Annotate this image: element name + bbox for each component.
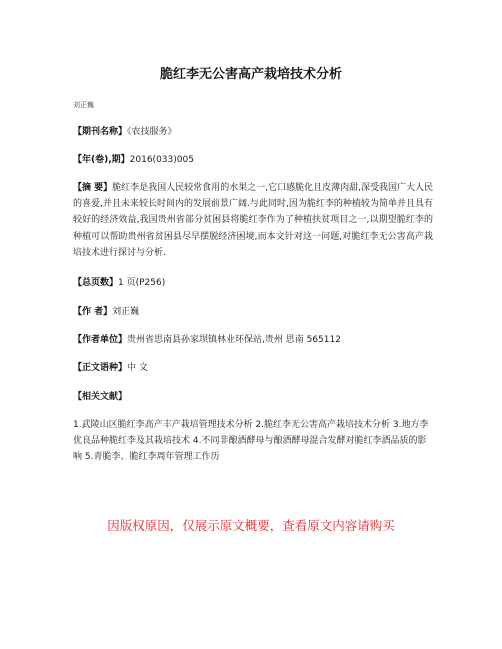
abstract-label: 【摘 要】 [73,183,113,193]
page-count-field [73,275,433,291]
journal-label: 【期刊名称】 [73,127,128,137]
language-label: 【正文语种】 [73,363,128,373]
authors-label: 【作 者】 [73,307,113,317]
journal-value: 《农技服务》 [127,127,177,137]
year-issue-field [73,152,433,168]
affiliation-label: 【作者单位】 [73,335,128,345]
related-list: 1.武陵山区脆红李高产丰产栽培管理技术分析 2.脆红李无公害高产栽培技术分析 3.地方李优良品种脆红李及其栽培技术 4.不同非酿酒酵母与酿酒酵母混合发酵对脆红李酒品质的影响 5.青脆李、脆红李周年管理工作历 [73,420,429,463]
abstract-text: 脆红李是我国人民较常食用的水果之一,它口感脆化且皮薄肉甜,深受我国广大人民的喜爱,并且未来较长时间内的发展前景广阔.与此同时,因为脆红李的种植较为简单并且具有较好的经济效益,我国贵州省部分贫困县将脆红李作为了种植扶贫项目之一,以期望脆红李的种植可以帮助贵州省贫困县尽早摆脱经济困境,而本文针对这一问题,对脆红李无公害高产栽培技术进行探讨与分析. [73,183,433,258]
journal-field [73,124,433,140]
affiliation-value: 贵州省思南县孙家坝镇林业环保站,贵州 思南 565112 [127,335,341,345]
page-count-label: 【总页数】 [73,278,119,288]
authors-field [73,304,433,320]
year-issue-label: 【年(卷),期】 [73,155,130,165]
affiliation-field [73,332,433,348]
author-byline: 刘正巍 [73,101,94,109]
language-field [73,360,433,376]
document-title: 脆红李无公害高产栽培技术分析 [159,67,342,82]
copyright-notice[interactable]: 因版权原因，仅展示原文概要，查看原文内容请购买 [107,518,395,533]
language-value: 中 文 [127,363,148,373]
year-issue-value: 2016(033)005 [129,155,194,165]
related-label: 【相关文献】 [73,392,128,402]
abstract-field [73,180,433,261]
authors-value: 刘正巍 [112,307,140,317]
page-count-value: 1 页(P256) [118,278,166,288]
related-heading [73,389,433,405]
